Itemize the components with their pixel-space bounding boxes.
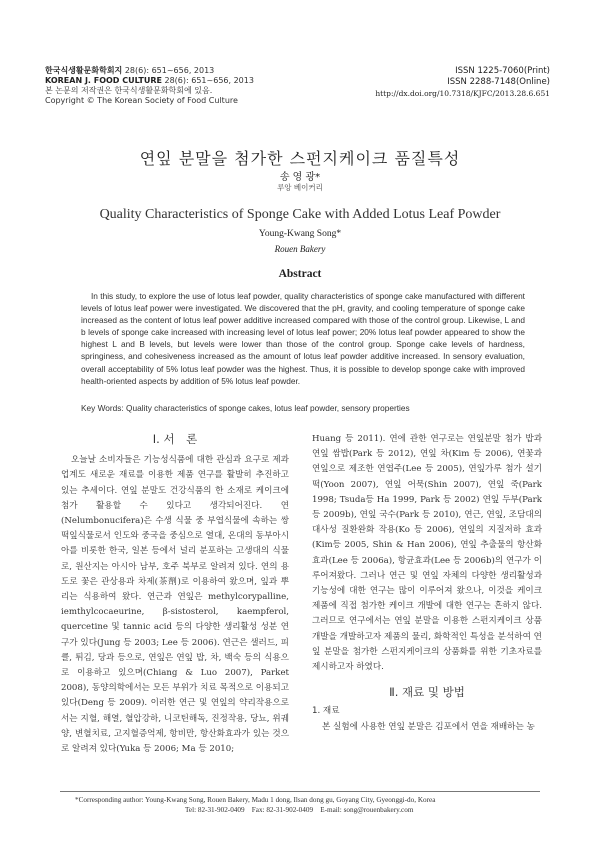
title-english: Quality Characteristics of Sponge Cake with Added Lotus Leaf Powder [99,207,501,222]
keywords: Key Words: Quality characteristics of sponge cakes, lotus leaf powder, sensory properties [81,403,410,413]
contact-info: Tel: 82-31-902-0409 Fax: 82-31-902-0409 E-mail: song@rouenbakery.com [185,806,414,814]
intro-paragraph-2: Huang 등 2011). 연에 관한 연구로는 연잎분말 첨가 밥과 연잎 쌈밥(Park 등 2012), 연잎 차(Kim 등 2006), 연꽃과 연잎으로 제조한 연엽주(Lee 등 2005), 연잎가루 첨가 설기떡(Yoon 2007), 연잎 어묵(Shin 2007), 연잎 죽(Park 1998; Tsuda등 Ha 1999, Park 등 2002) 연잎 두부(Park 등 2009b), 연잎 국수(Park 등 2010), 연근, 연잎, 조담대의 대사성 질환완화 작용(Ko 등 2006), 연잎의 지질저하 효과(Kim등 2005, Shin & Han 2006), 연잎 추출물의 항산화 효과(Lee 등 2006a), 항균효과(Lee 등 2006b)의 연구가 이루어져왔다. 그러나 연근 및 연잎 자체의 다양한 생리활성과 기능성에 대한 연구는 많이 이루어져 왔으나, 이것을 케이크 제품에 직접 첨가한 케이크 개발에 대한 연구는 흔하지 않다. 그러므로 연구에서는 연잎 분말을 이용한 스펀지케이크 상품개발을 개발하고자 제품의 물리, 화학적인 특성을 분석하여 연잎 분말을 첨가한 스펀지케이크의 상품화를 위한 기초자료를 제시하고자 하였다. [312,434,542,673]
section-1-heading: Ⅰ. 서 론 [152,432,198,446]
issn-block [375,66,550,99]
left-column [61,432,289,757]
journal-issue-en: 28(6): 651~656, 2013 [164,76,254,85]
issn-print: ISSN 1225-7060(Print) [455,66,550,76]
corresponding-author: *Corresponding author: Young-Kwang Song, Rouen Bakery, Madu 1 dong, Ilsan dong gu, Goyang City, Gyeonggi-do, Korea [75,796,436,804]
journal-name-en: KOREAN J. FOOD CULTURE [45,76,162,85]
intro-paragraph-1: 오늘날 소비자들은 기능성식품에 대한 관심과 요구로 제과업계도 새로운 재료를 이용한 제품 연구를 활발히 추진하고 있는 추세이다. 연잎 분말도 건강식품의 한 소재로 케이크에 첨가 활용할 수 있다고 생각되어진다. 연(Nelumbonucifera)은 수생 식물 중 부엽식물에 속하는 쌍떡잎식물로서 인도와 중국을 중심으로 열대, 온대의 동부아시아를 비롯한 한국, 일본 등에서 널리 분포하는 고생대의 식물로, 원산지는 아시아 남부, 호주 북부로 알려져 있다. 연의 용도로 꽃은 관상용과 차제(茶劑)로 이용하여 왔으며, 잎과 뿌리는 식용하여 왔다. 연근과 연잎은 methylcorypalline, iemthylcocaeurine, β-sistosterol, kaempferol, quercetine 및 tannic acid 등의 다양한 생리활성 성분 연구가 있다(Jung 등 2003; Lee 등 2006). 연근은 샐러드, 피클, 튀김, 당과 등으로, 연잎은 연잎 밥, 차, 백숙 등의 식용으로 이용하고 있으며(Chiang & Luo 2007), Parket 2008), 동양의학에서는 모든 부위가 치료 목적으로 이용되고 있다(Deng 등 2009). 이러한 연근 및 연잎의 약리작용으로서는 지혈, 해열, 혈압강하, 니코틴해독, 진정작용, 당뇨, 위궤양, 변혈치료, 고지혈증억제, 항비만, 항산화효과가 있는 것으로 알려져 있다(Yuka 등 2006; Ma 등 2010; [61,455,289,755]
abstract-heading: Abstract [278,268,322,280]
footnote-divider [60,791,540,792]
affiliation-english: Rouen Bakery [274,244,326,254]
subsection-1-heading: 1. 재료 [312,706,340,717]
author-korean: 송 영 광* [279,172,321,183]
journal-name-ko: 한국식생활문화학회지 [45,66,123,75]
section-2-heading: Ⅱ. 재료 및 방법 [389,685,465,700]
doi-link[interactable]: http://dx.doi.org/10.7318/KJFC/2013.28.6.651 [375,89,550,98]
author-english: Young-Kwang Song* [258,229,342,239]
copyright-en: Copyright © The Korean Society of Food Culture [45,96,238,105]
right-column [312,432,542,735]
materials-paragraph: 본 실험에 사용한 연잎 분말은 김포에서 연을 재배하는 농 [322,721,535,732]
footnote [75,795,435,815]
affiliation-korean: 루앙 베이커리 [277,183,323,192]
abstract-text: In this study, to explore the use of lotus leaf powder, quality characteristics of sponge cake manufactured with different levels of lotus leaf power were investigated. We discovered that the pH, gravity, and cooling temperature of sponge cake increased as the content of lotus leaf power additive increased compared with those of the control group. Likewise, L and b levels of sponge cake increased with increasing level of lotus leaf power; 20% lotus leaf powder appeared to show the highest L and B levels, but levels were lower than those of the control group. Sponge cake levels of hardness, springiness, and cohesiveness increased as the amount of lotus leaf powder additive increased. In sensory evaluation, overall acceptability of 5% lotus leaf powder was the highest. Thus, it is possible to develop sponge cake with improved health-oriented aspects by addition of 5% lotus leaf powder. [81,291,525,386]
issn-online: ISSN 2288-7148(Online) [447,77,550,87]
title-korean: 연잎 분말을 첨가한 스펀지케이크 품질특성 [139,149,461,168]
journal-header [45,66,254,106]
journal-issue-ko: 28(6): 651~656, 2013 [124,66,215,75]
copyright-ko: 본 논문의 저작권은 한국식생활문화학회에 있음. [45,86,213,95]
